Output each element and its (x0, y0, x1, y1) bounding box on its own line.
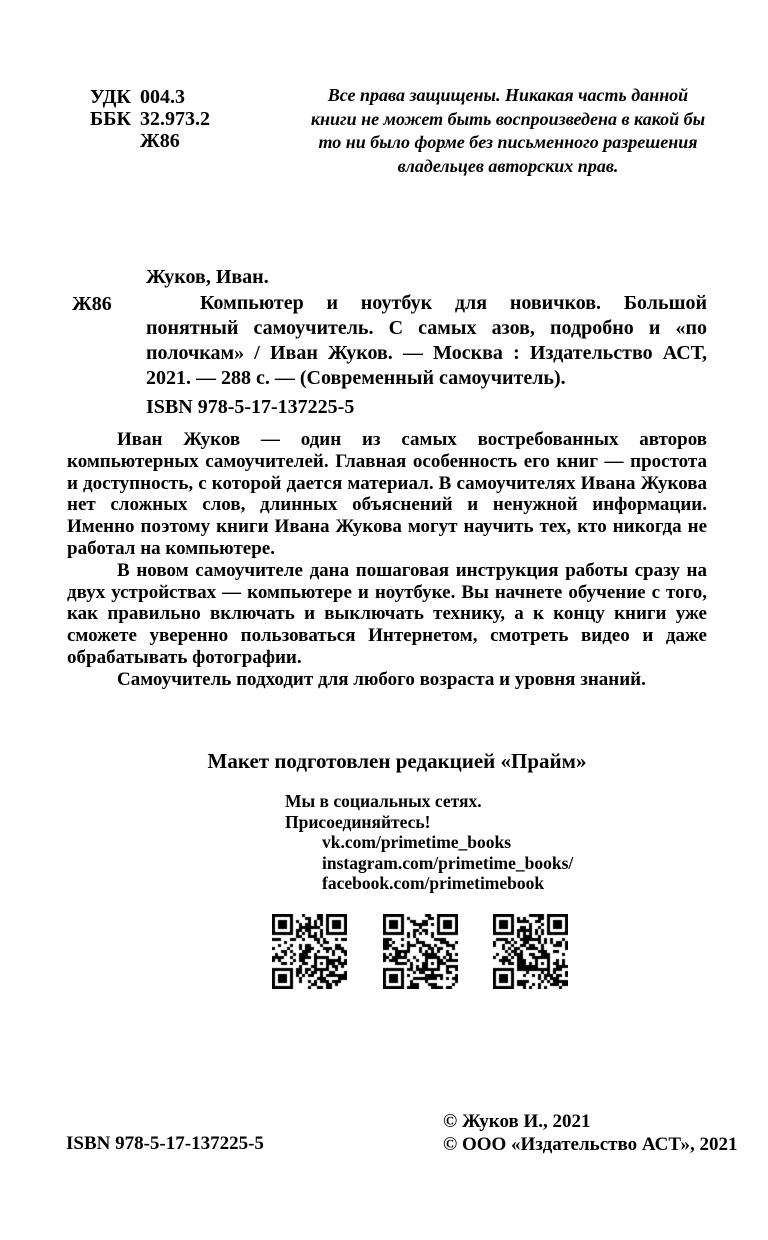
isbn-line: ISBN 978-5-17-137225-5 (146, 396, 355, 418)
catalog-code: Ж86 (72, 293, 112, 315)
qr-code-vk (272, 914, 347, 989)
catalog-author: Жуков, Иван. (146, 266, 269, 288)
udk-row (90, 86, 210, 108)
social-intro-line-2: Присоединяйтесь! (285, 811, 431, 832)
rights-notice: Все права защищены. Никакая часть данной книги не может быть воспроизведена в какой бы то ни было форме без письменного разрешения владельцев авторских прав. (310, 85, 706, 176)
copyright-publisher: © ООО «Издательство АСТ», 2021 (443, 1133, 738, 1155)
social-block (285, 791, 573, 894)
footer-isbn: ISBN 978-5-17-137225-5 (66, 1133, 264, 1154)
qr-code-instagram (383, 914, 458, 989)
imprint-line: Макет подготовлен редакцией «Прайм» (207, 749, 587, 773)
copyright-author: © Жуков И., 2021 (443, 1111, 591, 1132)
book-code-row (90, 130, 210, 152)
annotation-paragraph-2: В новом самоучителе дана пошаговая инструкция работы сразу на двух устройствах — компьютере и ноутбуке. Вы начнете обучение с того, как правильно включать и выключать технику, а к концу книги уже сможете уверенно пользоваться Интернетом, смотреть видео и даже обрабатывать фотографии. (67, 559, 707, 668)
book-code: Ж86 (140, 130, 180, 152)
social-link-facebook[interactable]: facebook.com/primetimebook (322, 873, 545, 893)
bbk-label: ББК (90, 108, 131, 130)
bbk-value: 32.973.2 (140, 108, 210, 130)
qr-code-facebook (493, 914, 568, 989)
udk-value: 004.3 (140, 86, 185, 108)
annotation-block (67, 429, 707, 691)
udk-label: УДК (90, 86, 131, 108)
social-link-vk[interactable]: vk.com/primetime_books (322, 832, 512, 852)
social-link-instagram[interactable]: instagram.com/primetime_books/ (322, 852, 574, 873)
bbk-row (90, 108, 210, 130)
footer-copyright-block (443, 1111, 738, 1156)
classification-block (90, 86, 210, 152)
catalog-description: Компьютер и ноутбук для новичков. Большой понятный самоучитель. С самых азов, подробно и «по полочкам» / Иван Жуков. — Москва : Издательство АСТ, 2021. — 288 с. — (Современный самоучитель). (146, 292, 707, 389)
annotation-paragraph-3: Самоучитель подходит для любого возраста и уровня знаний. (117, 668, 646, 690)
social-intro-line-1: Мы в социальных сетях. (285, 791, 482, 811)
annotation-paragraph-1: Иван Жуков — один из самых востребованных авторов компьютерных самоучителей. Главная особенность его книг — простота и доступность, с которой дается материал. В самоучителях Ивана Жукова нет сложных слов, длинных объяснений и ненужной информации. Именно поэтому книги Ивана Жукова могут научить тех, кто никогда не работал на компьютере. (67, 429, 707, 559)
